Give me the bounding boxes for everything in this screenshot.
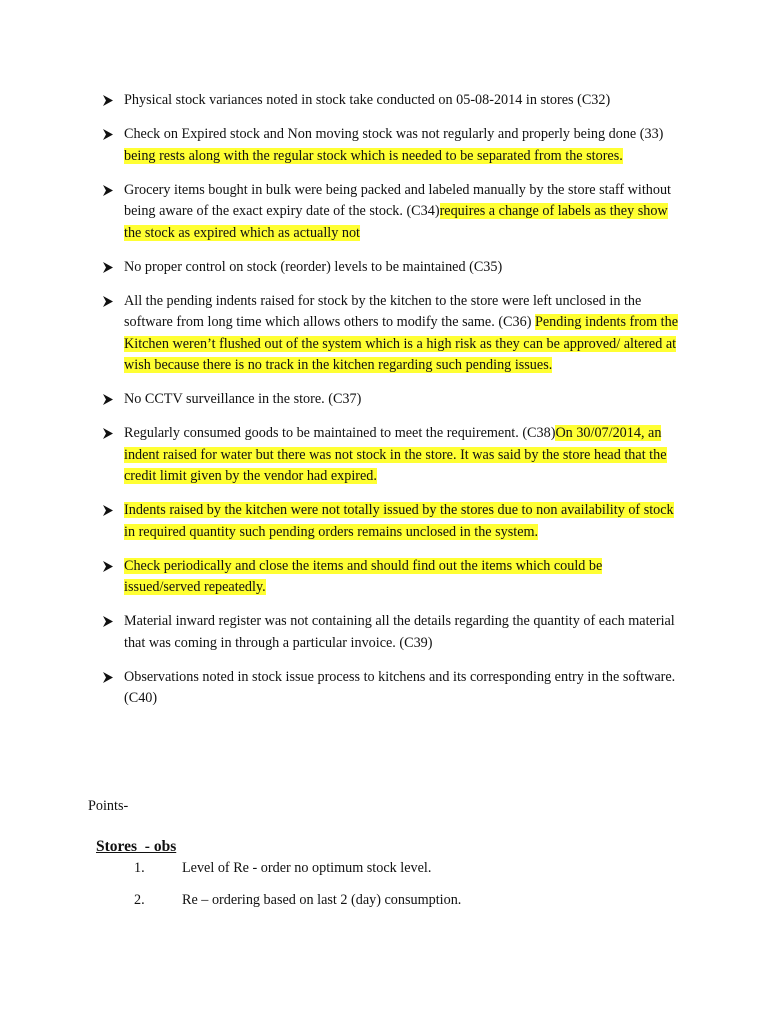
list-item: No CCTV surveillance in the store. (C37)	[102, 389, 682, 411]
arrow-bullet-icon	[102, 184, 114, 197]
list-item: Grocery items bought in bulk were being packed and labeled manually by the store staff without being aware of the exact expiry date of the stock. (C34)requires a change of labels as they show the stock as expired which as actually not	[102, 180, 682, 245]
list-item: Material inward register was not containing all the details regarding the quantity of each material that was coming in through a particular invoice. (C39)	[102, 611, 682, 654]
arrow-bullet-icon	[102, 427, 114, 440]
section-heading: Stores - obs	[96, 838, 177, 855]
arrow-bullet-icon	[102, 128, 114, 141]
arrow-bullet-icon	[102, 504, 114, 517]
arrow-bullet-icon	[102, 295, 114, 308]
list-item: Regularly consumed goods to be maintained to meet the requirement. (C38)On 30/07/2014, an indent raised for water but there was not stock in the store. It was said by the store head that the credit limit given by the vendor had expired.	[102, 423, 682, 488]
list-item: All the pending indents raised for stock by the kitchen to the store were left unclosed in the software from long time which allows others to modify the same. (C36) Pending indents from the Kitchen weren’t flushed out of the system which is a high risk as they can be approved/ altered at wish because there is no track in the kitchen regarding such pending issues.	[102, 291, 682, 377]
arrow-bullet-icon	[102, 560, 114, 573]
list-item: Check on Expired stock and Non moving stock was not regularly and properly being done (33) being rests along with the regular stock which is needed to be separated from the stores.	[102, 124, 682, 167]
arrow-bullet-icon	[102, 671, 114, 684]
item-number: 1.	[134, 860, 145, 876]
list-item: Check periodically and close the items and should find out the items which could be issued/served repeatedly.	[102, 556, 682, 599]
arrow-bullet-icon	[102, 94, 114, 107]
item-text: Re – ordering based on last 2 (day) consumption.	[182, 892, 462, 908]
list-item: No proper control on stock (reorder) levels to be maintained (C35)	[102, 257, 682, 279]
arrow-bullet-icon	[102, 615, 114, 628]
points-label: Points-	[88, 798, 129, 814]
arrow-bullet-icon	[102, 393, 114, 406]
list-item: Indents raised by the kitchen were not totally issued by the stores due to non availability of stock in required quantity such pending orders remains unclosed in the system.	[102, 500, 682, 543]
arrow-bullet-icon	[102, 261, 114, 274]
list-item: Observations noted in stock issue process to kitchens and its corresponding entry in the software. (C40)	[102, 667, 682, 710]
list-item: Physical stock variances noted in stock take conducted on 05-08-2014 in stores (C32)	[102, 90, 682, 112]
observation-list	[102, 90, 682, 722]
item-text: Level of Re - order no optimum stock level.	[182, 860, 432, 876]
item-number: 2.	[134, 892, 145, 908]
